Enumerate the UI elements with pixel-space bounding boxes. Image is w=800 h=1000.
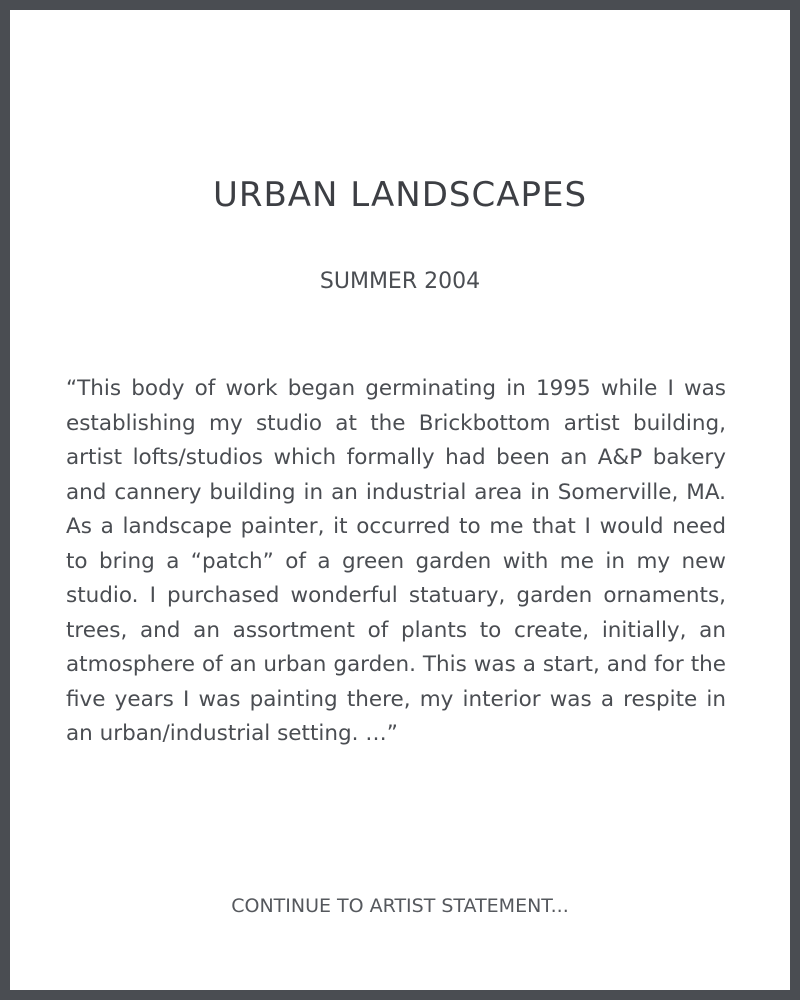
page-subtitle: SUMMER 2004 (319, 269, 481, 294)
page-frame (10, 10, 790, 990)
page-title: URBAN LANDSCAPES (212, 175, 588, 215)
continue-to-artist-statement-link[interactable]: CONTINUE TO ARTIST STATEMENT... (231, 895, 569, 917)
artist-quote: “This body of work began germinating in 1995 while I was establishing my studio at the Brickbottom artist building, artist lofts/studios which formally had been an A&P bakery and cannery building in an industrial area in Somerville, MA. As a landscape painter, it occurred to me that I would need to bring a “patch” of a green garden with me in my new studio. I purchased wonderful statuary, garden ornaments, trees, and an assortment of plants to create, initially, an atmosphere of an urban garden. This was a start, and for the five years I was painting there, my interior was a respite in an urban/industrial setting. …” (66, 376, 726, 746)
